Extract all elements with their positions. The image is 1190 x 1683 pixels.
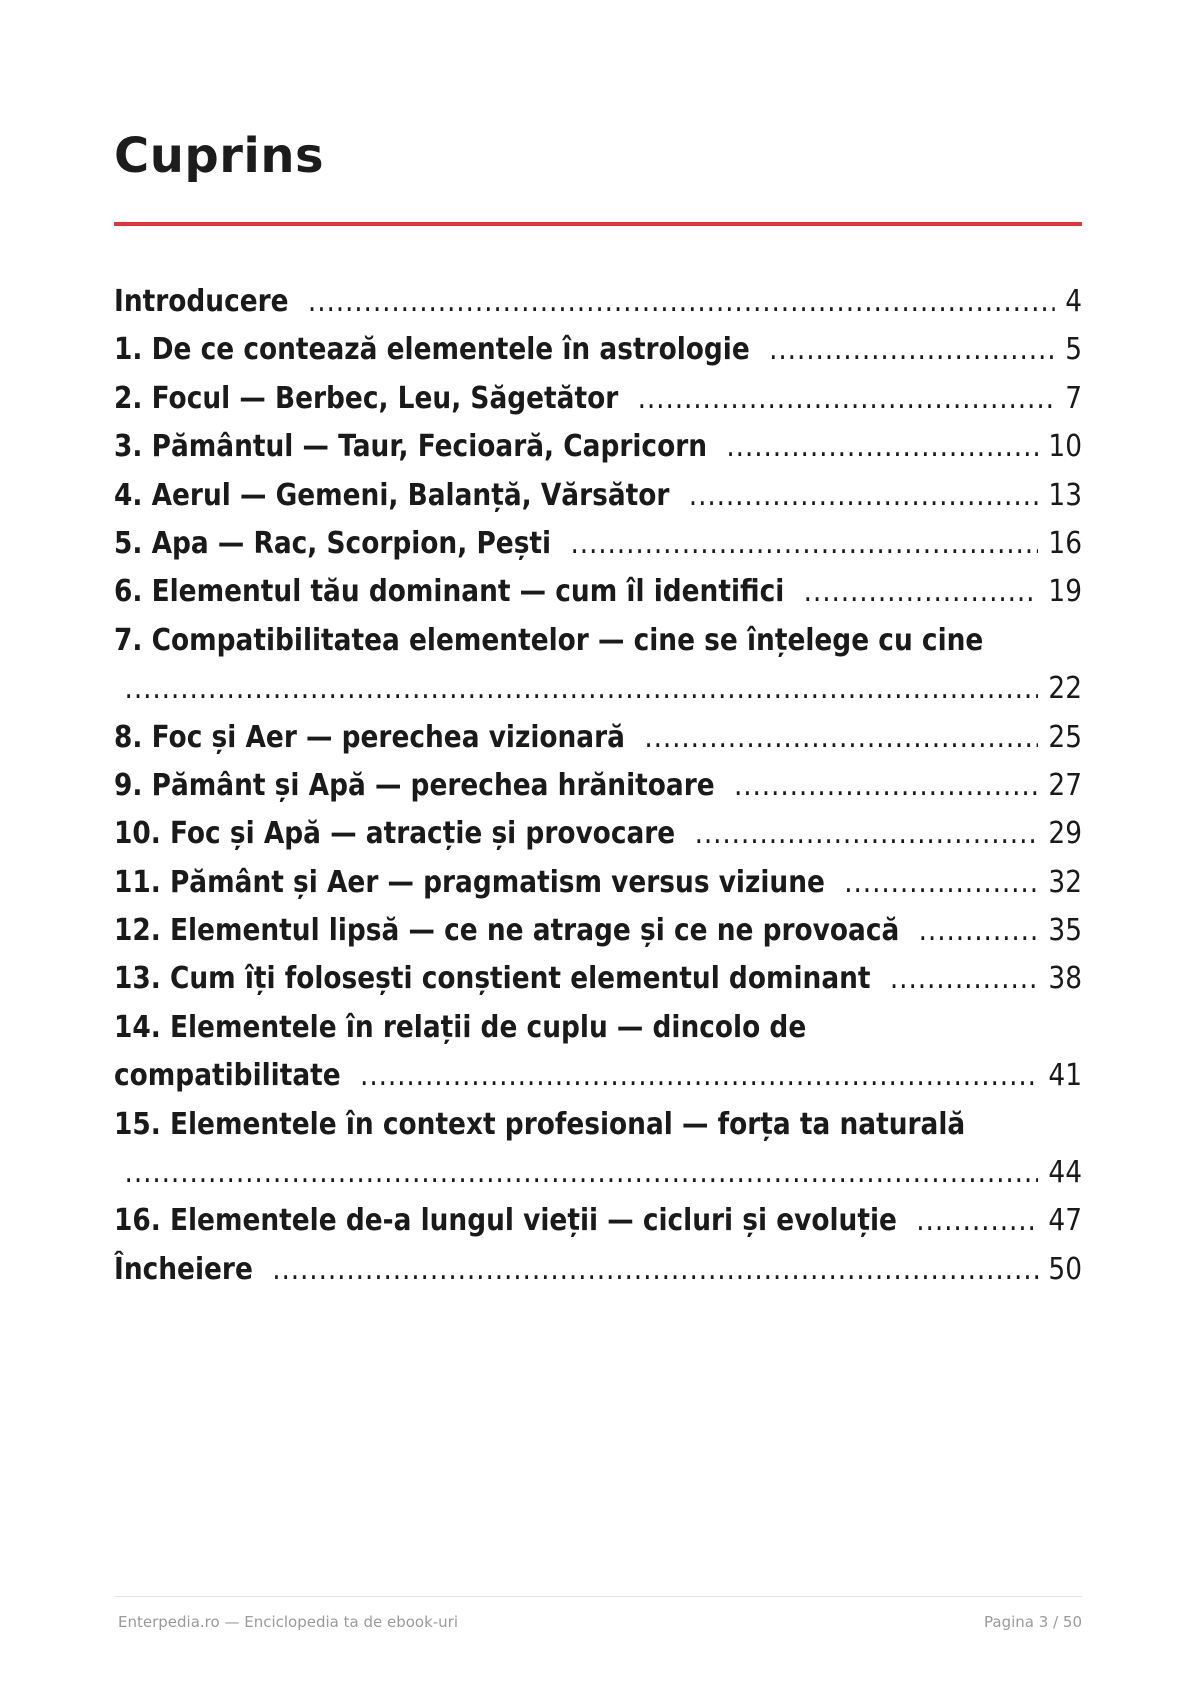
toc-entry[interactable]: [114, 278, 1082, 326]
footer-site: Enterpedia.ro — Enciclopedia ta de ebook-uri: [118, 1613, 459, 1631]
toc-entry-title: 8. Foc și Aer — perechea vizionară: [114, 719, 625, 755]
toc-entry-title: 16. Elementele de-a lungul vieții — cicluri și evoluție: [114, 1203, 897, 1239]
toc-entry-title: 6. Elementul tău dominant — cum îl identifici: [114, 574, 785, 610]
toc-entry[interactable]: [114, 520, 1082, 568]
toc-line: [114, 1004, 1082, 1052]
toc-line: [114, 762, 1082, 810]
footer-page-number: Pagina 3 / 50: [984, 1613, 1082, 1631]
toc-line: [114, 1246, 1082, 1294]
footer-divider: [114, 1596, 1082, 1597]
toc-page-number: 32: [1048, 864, 1082, 900]
dot-leader: [125, 1149, 1038, 1197]
dot-leader: [804, 568, 1038, 616]
toc-line: [114, 714, 1082, 762]
dot-leader: [644, 714, 1038, 762]
toc-entry-title: Încheiere: [114, 1251, 253, 1287]
toc-page-number: 19: [1048, 574, 1082, 610]
toc-entry-title: 7. Compatibilitatea elementelor — cine se înțelege cu cine: [114, 622, 984, 658]
toc-page-number: 22: [1048, 671, 1082, 707]
dot-leader: [689, 472, 1038, 520]
toc-entry-title: 9. Pământ și Apă — perechea hrănitoare: [114, 767, 715, 803]
toc-page-number: 25: [1048, 719, 1082, 755]
toc-entry[interactable]: [114, 1004, 1082, 1101]
dot-leader: [890, 955, 1038, 1003]
toc-page-number: 38: [1048, 961, 1082, 997]
toc-entry[interactable]: [114, 1246, 1082, 1294]
dot-leader: [638, 375, 1055, 423]
toc-entry-title: 13. Cum îți folosești conștient elementul dominant: [114, 961, 871, 997]
toc-line: [114, 617, 1082, 665]
dot-leader: [360, 1052, 1038, 1100]
toc-entry[interactable]: [114, 568, 1082, 616]
dot-leader: [272, 1246, 1038, 1294]
toc-entry-title: 12. Elementul lipsă — ce ne atrage și ce ne provoacă: [114, 913, 900, 949]
toc-entry-title: 2. Focul — Berbec, Leu, Săgetător: [114, 380, 619, 416]
toc-page-number: 47: [1048, 1203, 1082, 1239]
toc-entry[interactable]: [114, 907, 1082, 955]
toc-page-number: 35: [1048, 913, 1082, 949]
dot-leader: [726, 423, 1037, 471]
toc-page-number: 27: [1048, 767, 1082, 803]
toc-line: [114, 472, 1082, 520]
toc-entry[interactable]: [114, 472, 1082, 520]
dot-leader: [570, 520, 1037, 568]
toc-entry-title: 3. Pământul — Taur, Fecioară, Capricorn: [114, 429, 708, 465]
toc-line: [114, 1101, 1082, 1149]
toc-line: [114, 1149, 1082, 1197]
toc-entry[interactable]: [114, 859, 1082, 907]
toc-page-number: 50: [1048, 1251, 1082, 1287]
dot-leader: [125, 665, 1038, 713]
toc-page-number: 4: [1065, 284, 1082, 319]
toc-entry[interactable]: [114, 423, 1082, 471]
toc-page-number: 29: [1048, 816, 1082, 852]
toc-line: [114, 278, 1082, 326]
toc-line: [114, 1197, 1082, 1245]
toc-line: [114, 1052, 1082, 1100]
toc-line: [114, 326, 1082, 374]
toc-page-number: 5: [1065, 332, 1082, 368]
toc-entry[interactable]: [114, 955, 1082, 1003]
toc-page-number: 10: [1048, 429, 1082, 465]
toc-line: [114, 665, 1082, 713]
toc-entry[interactable]: [114, 714, 1082, 762]
dot-leader: [919, 907, 1038, 955]
toc-entry[interactable]: [114, 375, 1082, 423]
toc-entry-title: compatibilitate: [114, 1058, 341, 1094]
toc-line: [114, 375, 1082, 423]
dot-leader: [308, 278, 1055, 326]
dot-leader: [916, 1197, 1038, 1245]
toc-entry[interactable]: [114, 1101, 1082, 1198]
toc-entry[interactable]: [114, 617, 1082, 714]
page-title: Cuprins: [114, 128, 325, 184]
title-divider: [114, 222, 1082, 226]
toc-page-number: 7: [1065, 380, 1082, 416]
toc-entry-title: 5. Apa — Rac, Scorpion, Pești: [114, 525, 552, 561]
toc-entry-title: 4. Aerul — Gemeni, Balanță, Vărsător: [114, 477, 670, 513]
toc-entry-title: 1. De ce contează elementele în astrologie: [114, 332, 750, 368]
dot-leader: [769, 326, 1055, 374]
toc-entry-title: Introducere: [114, 284, 289, 319]
toc-line: [114, 520, 1082, 568]
toc-line: [114, 423, 1082, 471]
table-of-contents: [114, 278, 1082, 1294]
toc-page-number: 13: [1048, 477, 1082, 513]
toc-entry-title: 10. Foc și Apă — atracție și provocare: [114, 816, 676, 852]
toc-line: [114, 859, 1082, 907]
toc-line: [114, 955, 1082, 1003]
toc-page-number: 44: [1048, 1155, 1082, 1191]
toc-line: [114, 568, 1082, 616]
toc-entry-title: 15. Elementele în context profesional — forța ta naturală: [114, 1106, 966, 1142]
toc-page-number: 16: [1048, 525, 1082, 561]
toc-entry[interactable]: [114, 762, 1082, 810]
toc-entry[interactable]: [114, 810, 1082, 858]
dot-leader: [695, 810, 1038, 858]
toc-entry[interactable]: [114, 1197, 1082, 1245]
toc-line: [114, 907, 1082, 955]
dot-leader: [844, 859, 1038, 907]
dot-leader: [734, 762, 1038, 810]
toc-entry-title: 11. Pământ și Aer — pragmatism versus viziune: [114, 864, 825, 900]
toc-page-number: 41: [1048, 1058, 1082, 1094]
toc-line: [114, 810, 1082, 858]
toc-entry[interactable]: [114, 326, 1082, 374]
toc-entry-title: 14. Elementele în relații de cuplu — dincolo de: [114, 1009, 807, 1045]
